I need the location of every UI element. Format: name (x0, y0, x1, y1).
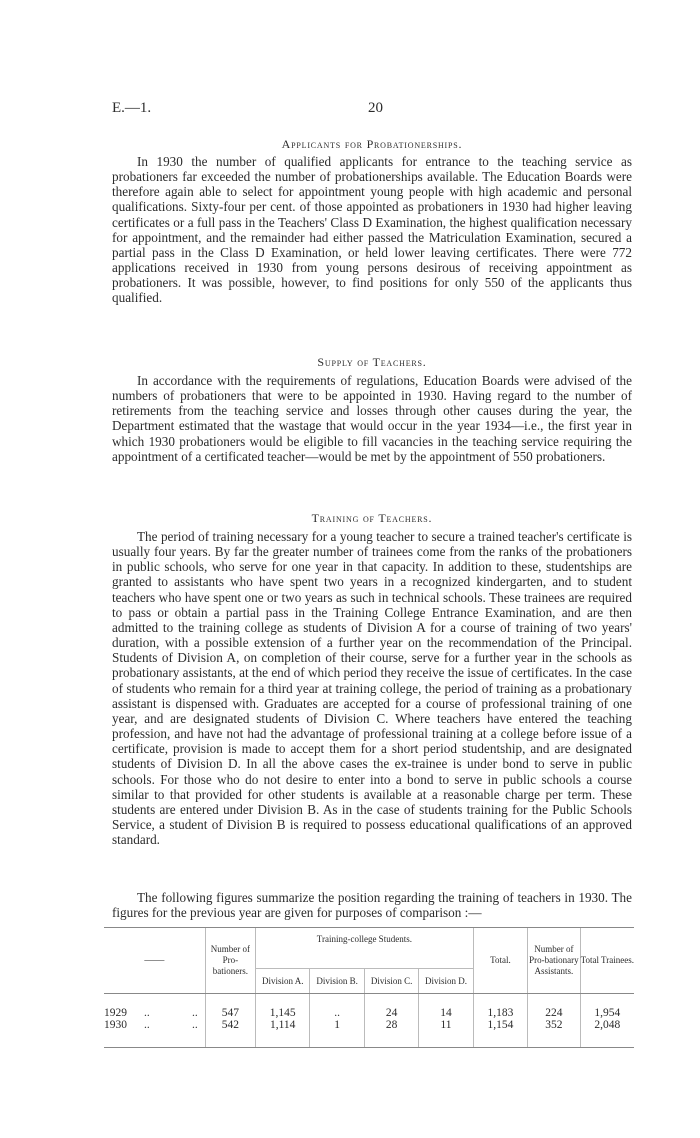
paragraph-figures-intro: The following figures summarize the position regarding the training of teachers in 1930. The figures for the previous year are given for purposes of comparison :— (112, 890, 632, 921)
probationers-cell: 542 (205, 1019, 255, 1048)
row-header-label: —— (104, 928, 205, 994)
division-b-cell: 1 (310, 1019, 364, 1048)
division-a-cell: 1,145 (256, 994, 310, 1020)
division-c-cell: 28 (364, 1019, 418, 1048)
division-d-cell: 14 (419, 994, 473, 1020)
total-cell: 1,183 (473, 994, 527, 1020)
col-group-training-college: Training-college Students. (256, 928, 474, 969)
section-heading-training: Training of Teachers. (311, 511, 433, 525)
training-figures-table (104, 927, 634, 1048)
division-d-cell: 11 (419, 1019, 473, 1048)
total-cell: 1,154 (473, 1019, 527, 1048)
division-c-cell: 24 (364, 994, 418, 1020)
year-cell: 1929 (104, 1007, 127, 1019)
col-header-probationary-assistants: Number of Pro-bationary Assistants. (528, 928, 580, 994)
trainees-cell: 2,048 (580, 1019, 634, 1048)
probationers-cell: 547 (205, 994, 255, 1020)
page-number: 20 (368, 100, 383, 116)
year-cell: 1930 (104, 1019, 127, 1031)
leader-dots: .. (192, 1007, 198, 1019)
document-reference: E.—1. (112, 100, 152, 116)
leader-dots: .. (144, 1019, 150, 1031)
page-header (112, 100, 632, 122)
col-header-probationers: Number of Pro-bationers. (205, 928, 255, 994)
table-row (104, 994, 634, 1020)
paragraph-applicants: In 1930 the number of qualified applicants for entrance to the teaching service as probationers far exceeded the number of probationerships available. The Education Boards were therefore again able to select for appointment young people with high academic and personal qualifications. Sixty-four per cent. of those appointed as probationers in 1930 had higher leaving certificates or a full pass in the Teachers' Class D Examination, the highest qualification necessary for appointment, and the remainder had either passed the Matriculation Examination, secured a partial pass in the Class D Examination, or held lower leaving certificates. There were 772 applications received in 1930 from young persons desirous of receiving appointment as probationers. It was possible, however, to find positions for only 550 of the applicants thus qualified. (112, 154, 632, 306)
col-header-division-b: Division B. (310, 969, 364, 994)
table-row (104, 1019, 634, 1048)
paragraph-supply: In accordance with the requirements of regulations, Education Boards were advised of the numbers of probationers that were to be appointed in 1930. Having regard to the number of retirements from the teaching service and losses through other causes during the year, the Department estimated that the wastage that would occur in the year 1934—i.e., the first year in which 1930 probationers would be eligible to fill vacancies in the teaching service requiring the appointment of a certificated teacher—would be met by the appointment of 550 probationers. (112, 373, 632, 464)
leader-dots: .. (192, 1019, 198, 1031)
division-a-cell: 1,114 (256, 1019, 310, 1048)
assistants-cell: 352 (528, 1019, 580, 1048)
col-header-division-d: Division D. (419, 969, 473, 994)
col-header-total: Total. (473, 928, 527, 994)
section-heading-applicants: Applicants for Probationerships. (281, 137, 463, 151)
col-header-division-a: Division A. (256, 969, 310, 994)
col-header-division-c: Division C. (364, 969, 418, 994)
assistants-cell: 224 (528, 994, 580, 1020)
col-header-total-trainees: Total Trainees. (580, 928, 634, 994)
trainees-cell: 1,954 (580, 994, 634, 1020)
paragraph-training: The period of training necessary for a young teacher to secure a trained teacher's certificate is usually four years. By far the greater number of trainees come from the ranks of the probationers in public schools, who serve for one year in that capacity. In addition to these, studentships are granted to assistants who have spent two years in a recognized kindergarten, and to student teachers who have spent one or two years as such in technical schools. These trainees are required to pass or obtain a partial pass in the Training College Entrance Examination, and are then admitted to the training college as students of Division A for a course of training of two years' duration, with a possible extension of a further year on the recommendation of the Principal. Students of Division A, on completion of their course, serve for a further year in the schools as probationary assistants, at the end of which period they receive the issue of certificates. In the case of students who remain for a third year at training college, the period of training as a probationary assistant is dispensed with. Graduates are accepted for a course of professional training of one year, and are designated students of Division C. Where teachers have entered the teaching profession, and have not had the advantage of professional training at a college before issue of a certificate, provision is made to accept them for a short period studentship, and are designated students of Division D. In all the above cases the ex-trainee is under bond to serve in public schools. For those who do not desire to enter into a bond to serve in public schools a course similar to that provided for other students is available at a reasonable charge per term. These students are entered under Division B. As in the case of students training for the Public Schools Service, a student of Division B is required to possess educational qualifications of an approved standard. (112, 529, 632, 848)
row-label (104, 994, 205, 1020)
row-label (104, 1019, 205, 1048)
leader-dots: .. (144, 1007, 150, 1019)
division-b-cell: .. (310, 994, 364, 1020)
section-heading-supply: Supply of Teachers. (317, 355, 427, 369)
